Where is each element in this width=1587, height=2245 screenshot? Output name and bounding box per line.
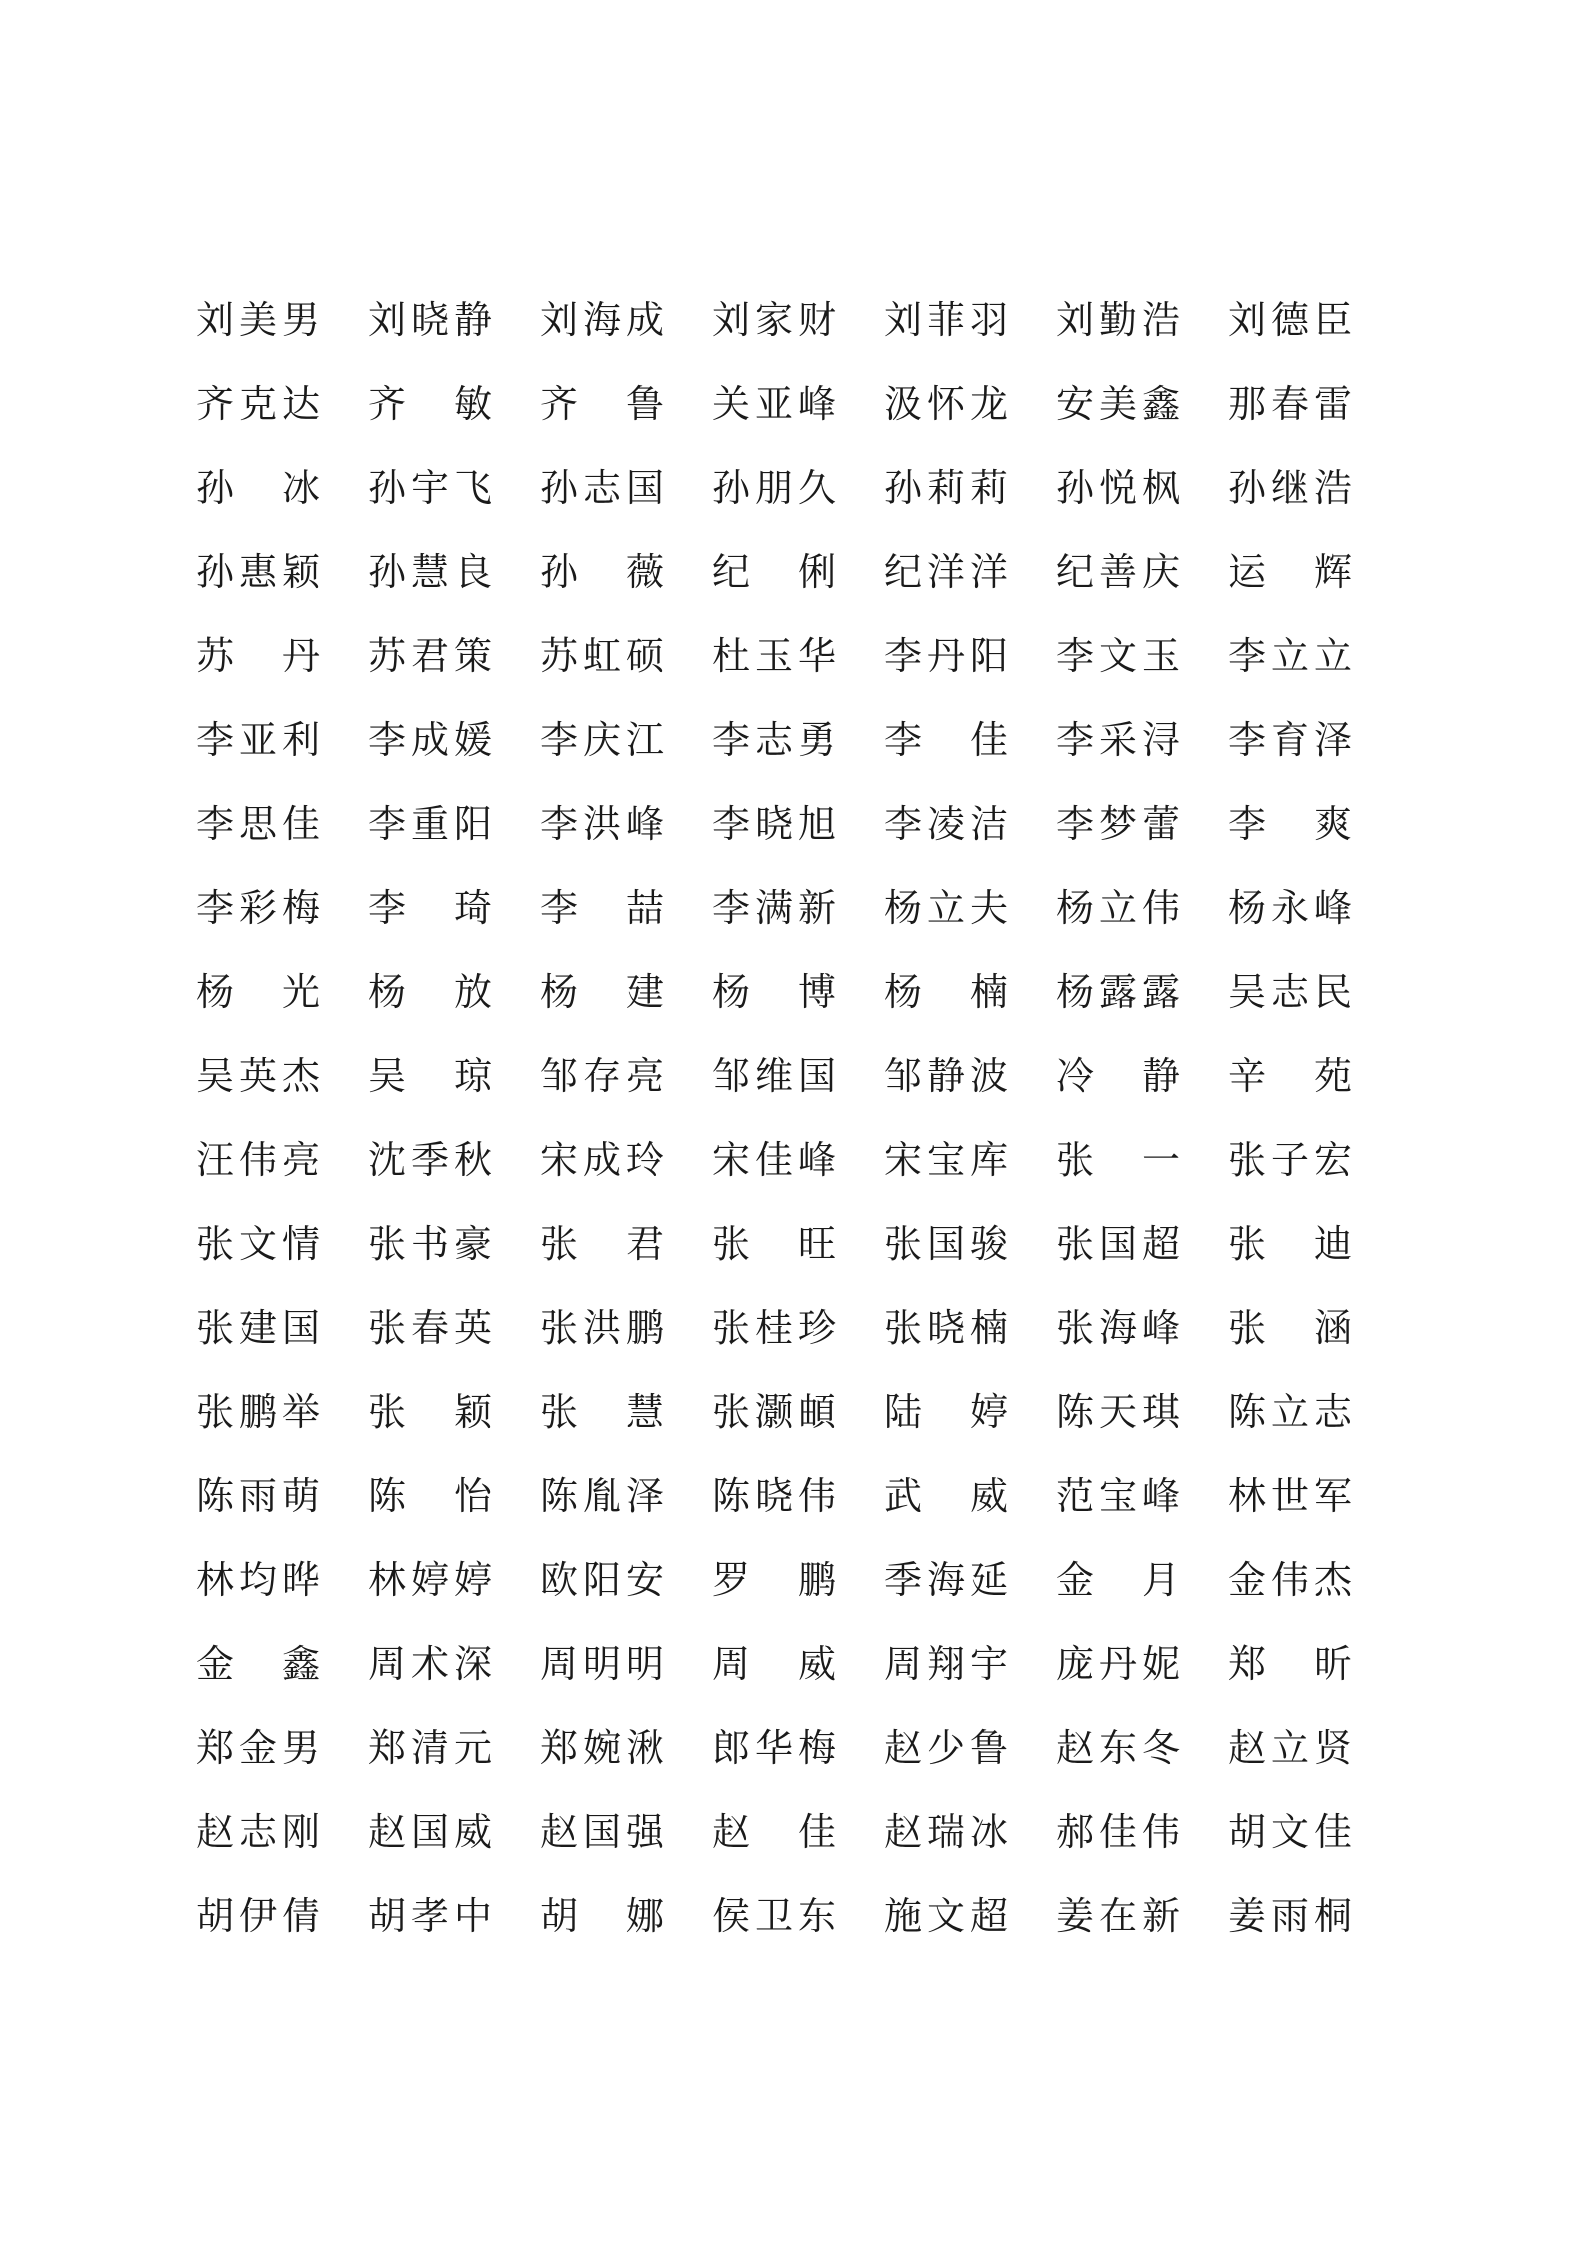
- name-entry: 辛 苑: [1228, 1054, 1352, 1098]
- name-entry: 邹 存 亮: [540, 1054, 664, 1098]
- name-entry: 李 庆 江: [540, 718, 664, 762]
- name-entry: 李 梦 蕾: [1056, 802, 1180, 846]
- name-entry: 齐 鲁: [540, 382, 664, 426]
- name-entry: 张 文 情: [196, 1222, 320, 1266]
- name-entry: 张 涵: [1228, 1306, 1352, 1350]
- name-list: [196, 278, 1376, 1958]
- name-entry: 郑 清 元: [368, 1726, 492, 1770]
- name-entry: 胡 娜: [540, 1894, 664, 1938]
- name-entry: 赵 东 冬: [1056, 1726, 1180, 1770]
- name-entry: 刘 菲 羽: [884, 298, 1008, 342]
- name-entry: 齐 克 达: [196, 382, 320, 426]
- name-entry: 张 建 国: [196, 1306, 320, 1350]
- name-entry: 赵 少 鲁: [884, 1726, 1008, 1770]
- name-entry: 施 文 超: [884, 1894, 1008, 1938]
- name-entry: 郑 昕: [1228, 1642, 1352, 1686]
- name-entry: 张 春 英: [368, 1306, 492, 1350]
- name-entry: 李 文 玉: [1056, 634, 1180, 678]
- name-entry: 孙 冰: [196, 466, 320, 510]
- name-entry: 孙 莉 莉: [884, 466, 1008, 510]
- name-entry: 邹 维 国: [712, 1054, 836, 1098]
- name-entry: 郑 婉 湫: [540, 1726, 664, 1770]
- name-entry: 张 灏 頔: [712, 1390, 836, 1434]
- name-entry: 李 洪 峰: [540, 802, 664, 846]
- name-entry: 吴 英 杰: [196, 1054, 320, 1098]
- name-entry: 胡 伊 倩: [196, 1894, 320, 1938]
- name-entry: 杨 立 伟: [1056, 886, 1180, 930]
- name-entry: 陈 雨 萌: [196, 1474, 320, 1518]
- name-entry: 张 国 超: [1056, 1222, 1180, 1266]
- name-entry: 那 春 雷: [1228, 382, 1352, 426]
- name-entry: 孙 慧 良: [368, 550, 492, 594]
- name-entry: 邹 静 波: [884, 1054, 1008, 1098]
- name-entry: 陈 胤 泽: [540, 1474, 664, 1518]
- name-entry: 范 宝 峰: [1056, 1474, 1180, 1518]
- name-entry: 李 志 勇: [712, 718, 836, 762]
- name-entry: 杨 光: [196, 970, 320, 1014]
- name-entry: 孙 朋 久: [712, 466, 836, 510]
- name-entry: 纪 善 庆: [1056, 550, 1180, 594]
- name-entry: 林 婷 婷: [368, 1558, 492, 1602]
- name-entry: 李 晓 旭: [712, 802, 836, 846]
- name-entry: 刘 勤 浩: [1056, 298, 1180, 342]
- name-entry: 孙 继 浩: [1228, 466, 1352, 510]
- name-entry: 陈 晓 伟: [712, 1474, 836, 1518]
- name-entry: 宋 成 玲: [540, 1138, 664, 1182]
- name-entry: 姜 雨 桐: [1228, 1894, 1352, 1938]
- name-entry: 沈 季 秋: [368, 1138, 492, 1182]
- name-entry: 张 旺: [712, 1222, 836, 1266]
- name-entry: 武 威: [884, 1474, 1008, 1518]
- name-entry: 周 明 明: [540, 1642, 664, 1686]
- name-entry: 孙 惠 颖: [196, 550, 320, 594]
- name-entry: 罗 鹏: [712, 1558, 836, 1602]
- name-entry: 宋 佳 峰: [712, 1138, 836, 1182]
- name-entry: 李 佳: [884, 718, 1008, 762]
- name-entry: 赵 国 威: [368, 1810, 492, 1854]
- name-entry: 张 国 骏: [884, 1222, 1008, 1266]
- name-entry: 张 迪: [1228, 1222, 1352, 1266]
- name-entry: 郑 金 男: [196, 1726, 320, 1770]
- name-entry: 杨 立 夫: [884, 886, 1008, 930]
- name-entry: 周 翔 宇: [884, 1642, 1008, 1686]
- name-entry: 张 君: [540, 1222, 664, 1266]
- name-entry: 张 颖: [368, 1390, 492, 1434]
- name-entry: 李 彩 梅: [196, 886, 320, 930]
- name-entry: 关 亚 峰: [712, 382, 836, 426]
- name-entry: 周 术 深: [368, 1642, 492, 1686]
- name-entry: 侯 卫 东: [712, 1894, 836, 1938]
- name-entry: 李 育 泽: [1228, 718, 1352, 762]
- name-entry: 陆 婷: [884, 1390, 1008, 1434]
- name-entry: 赵 志 刚: [196, 1810, 320, 1854]
- name-entry: 张 洪 鹏: [540, 1306, 664, 1350]
- name-entry: 张 海 峰: [1056, 1306, 1180, 1350]
- name-entry: 张 一: [1056, 1138, 1180, 1182]
- name-entry: 孙 悦 枫: [1056, 466, 1180, 510]
- name-entry: 纪 洋 洋: [884, 550, 1008, 594]
- name-entry: 胡 孝 中: [368, 1894, 492, 1938]
- name-entry: 杨 建: [540, 970, 664, 1014]
- name-entry: 杨 永 峰: [1228, 886, 1352, 930]
- name-entry: 刘 海 成: [540, 298, 664, 342]
- name-entry: 李 满 新: [712, 886, 836, 930]
- name-entry: 杨 露 露: [1056, 970, 1180, 1014]
- name-entry: 林 世 军: [1228, 1474, 1352, 1518]
- name-entry: 张 鹏 举: [196, 1390, 320, 1434]
- name-entry: 刘 美 男: [196, 298, 320, 342]
- name-entry: 运 辉: [1228, 550, 1352, 594]
- name-entry: 齐 敏: [368, 382, 492, 426]
- name-entry: 赵 佳: [712, 1810, 836, 1854]
- name-entry: 刘 德 臣: [1228, 298, 1352, 342]
- name-entry: 金 伟 杰: [1228, 1558, 1352, 1602]
- name-entry: 孙 薇: [540, 550, 664, 594]
- name-entry: 林 均 晔: [196, 1558, 320, 1602]
- name-entry: 金 月: [1056, 1558, 1180, 1602]
- name-entry: 汲 怀 龙: [884, 382, 1008, 426]
- name-entry: 张 桂 珍: [712, 1306, 836, 1350]
- name-entry: 苏 丹: [196, 634, 320, 678]
- name-entry: 庞 丹 妮: [1056, 1642, 1180, 1686]
- name-entry: 李 立 立: [1228, 634, 1352, 678]
- name-entry: 张 书 豪: [368, 1222, 492, 1266]
- name-entry: 李 亚 利: [196, 718, 320, 762]
- name-entry: 欧 阳 安: [540, 1558, 664, 1602]
- name-entry: 孙 志 国: [540, 466, 664, 510]
- name-entry: 李 喆: [540, 886, 664, 930]
- name-entry: 金 鑫: [196, 1642, 320, 1686]
- name-entry: 吴 志 民: [1228, 970, 1352, 1014]
- name-entry: 杜 玉 华: [712, 634, 836, 678]
- name-entry: 苏 君 策: [368, 634, 492, 678]
- name-entry: 汪 伟 亮: [196, 1138, 320, 1182]
- name-entry: 苏 虹 硕: [540, 634, 664, 678]
- name-entry: 陈 立 志: [1228, 1390, 1352, 1434]
- name-entry: 杨 楠: [884, 970, 1008, 1014]
- name-entry: 纪 俐: [712, 550, 836, 594]
- name-entry: 郝 佳 伟: [1056, 1810, 1180, 1854]
- name-entry: 杨 放: [368, 970, 492, 1014]
- name-entry: 李 琦: [368, 886, 492, 930]
- name-entry: 郎 华 梅: [712, 1726, 836, 1770]
- name-entry: 陈 怡: [368, 1474, 492, 1518]
- name-entry: 张 子 宏: [1228, 1138, 1352, 1182]
- name-entry: 胡 文 佳: [1228, 1810, 1352, 1854]
- name-entry: 赵 立 贤: [1228, 1726, 1352, 1770]
- name-entry: 赵 国 强: [540, 1810, 664, 1854]
- name-entry: 姜 在 新: [1056, 1894, 1180, 1938]
- name-entry: 李 思 佳: [196, 802, 320, 846]
- name-entry: 李 爽: [1228, 802, 1352, 846]
- name-entry: 李 丹 阳: [884, 634, 1008, 678]
- name-entry: 赵 瑞 冰: [884, 1810, 1008, 1854]
- name-entry: 张 晓 楠: [884, 1306, 1008, 1350]
- name-entry: 刘 家 财: [712, 298, 836, 342]
- name-entry: 宋 宝 库: [884, 1138, 1008, 1182]
- name-entry: 吴 琼: [368, 1054, 492, 1098]
- name-entry: 陈 天 琪: [1056, 1390, 1180, 1434]
- name-entry: 周 威: [712, 1642, 836, 1686]
- name-entry: 李 成 媛: [368, 718, 492, 762]
- name-entry: 孙 宇 飞: [368, 466, 492, 510]
- name-entry: 冷 静: [1056, 1054, 1180, 1098]
- name-entry: 安 美 鑫: [1056, 382, 1180, 426]
- name-entry: 李 凌 洁: [884, 802, 1008, 846]
- name-entry: 杨 博: [712, 970, 836, 1014]
- name-entry: 李 采 浔: [1056, 718, 1180, 762]
- name-entry: 李 重 阳: [368, 802, 492, 846]
- name-entry: 刘 晓 静: [368, 298, 492, 342]
- name-entry: 季 海 延: [884, 1558, 1008, 1602]
- name-entry: 张 慧: [540, 1390, 664, 1434]
